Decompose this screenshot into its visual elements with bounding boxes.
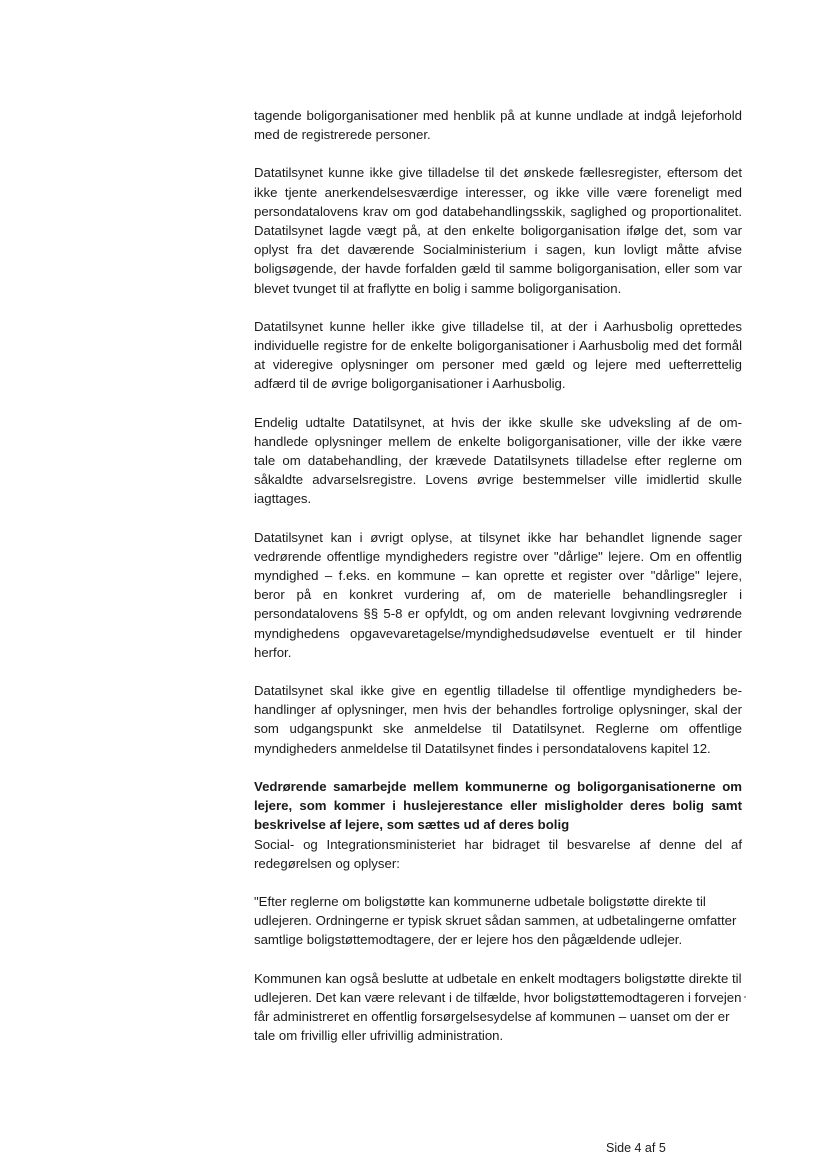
paragraph-continuation: tagende boligorganisationer med henblik på at kunne undlade at indgå lejeforhold med de registrerede personer. [254,108,742,143]
section-heading: Vedrørende samarbejde mellem kommunerne og boligorganisationerne om lejere, som kommer i huslejerestance eller misligholder deres bolig samt beskrivelse af lejere, som sættes ud af deres bolig [254,778,742,833]
document-body [254,106,742,1064]
paragraph-offentlige-registre: Datatilsynet kan i øvrigt oplyse, at tilsynet ikke har behandlet lignende sager vedrørende offentlige myndigheders registre over "dårlige" lejere. Om en offentlig myndighed – f.eks. en kommune – kan oprette et register over "dårlige" lejere, beror på en konkret vurdering af, om de materielle behandlingsregler i persondatalovens §§ 5-8 er opfyldt, og om anden relevant lovgivning vedrørende myndighedens opgavevaretagelse/myndighedsudøvelse eventuelt er til hinder herfor. [254,529,742,660]
paragraph-udveksling: Endelig udtalte Datatilsynet, at hvis der ikke skulle ske udveksling af de omhandlede oplysninger mellem de enkelte boligorganisationer, ville der ikke være tale om databehandling, der krævede Datatilsynets tilladelse efter reglerne om såkaldte advarselsregistre. Lovens øvrige bestemmelser ville imidlertid skulle iagttages. [254,414,742,507]
scan-speck [744,996,746,998]
paragraph-fællesregister: Datatilsynet kunne ikke give tilladelse til det ønskede fællesregister, eftersom det ikke tjente anerkendelsesværdige interesser, og ikke ville være foreneligt med persondatalovens krav om god databehandlingsskik, saglighed og proportionalitet. Datatilsynet lagde vægt på, at den enkelte boligorganisation ifølge det, som var oplyst fra det daværende Socialministerium i sagen, kun lovligt måtte afvise boligsøgende, der havde forfalden gæld til samme boligorganisation, eller som var blevet tvunget til at fraflytte en bolig i samme boligorganisation. [254,165,742,296]
paragraph-aarhusbolig: Datatilsynet kunne heller ikke give tilladelse til, at der i Aarhusbolig oprettedes individuelle registre for de enkelte boligorganisationer i Aarhusbolig med det formål at videregive oplysninger om personer med gæld og lejere med uefterrettelig adfærd til de øvrige boligorganisationer i Aarhusbolig. [254,318,742,392]
page-number: Side 4 af 5 [606,1141,666,1155]
quote-paragraph-enkelt-modtager: Kommunen kan også beslutte at udbetale en enkelt modtagers boligstøtte direkte til udlejeren. Det kan være relevant i de tilfælde, hvor boligstøttemodtageren i forvejen får administreret en offentlig forsørgelsesydelse af kommunen – uanset om der er tale om frivillig eller ufrivillig administration. [254,970,742,1044]
quote-paragraph-boligstøtte: "Efter reglerne om boligstøtte kan kommunerne udbetale boligstøtte direkte til udlejeren. Ordningerne er typisk skruet sådan sammen, at udbetalingerne omfatter samtlige boligstøttemodtagere, der er lejere hos den pågældende udlejer. [254,893,737,948]
paragraph-anmeldelse: Datatilsynet skal ikke give en egentlig tilladelse til offentlige myndigheders behandlinger af oplysninger, men hvis der behandles fortrolige oplysninger, skal der som udgangspunkt ske anmeldelse til Datatilsynet. Reglerne om offentlige myndigheders anmeldelse til Datatilsynet findes i persondatalovens kapitel 12. [254,683,742,756]
paragraph-ministry-intro: Social- og Integrationsministeriet har bidraget til besvarelse af denne del af redegørelsen og oplyser: [254,836,742,871]
